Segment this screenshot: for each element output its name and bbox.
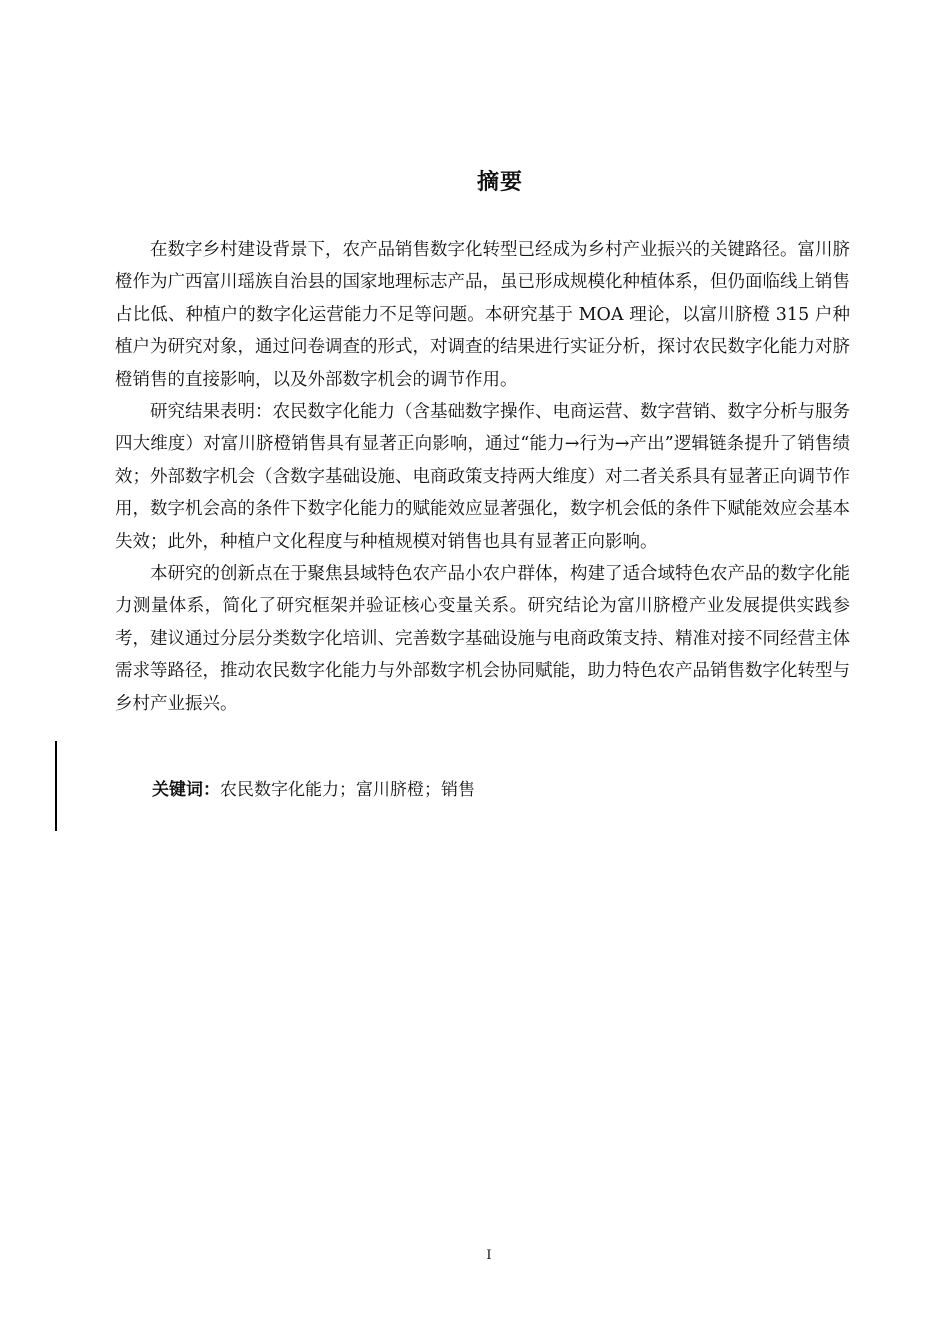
keywords-line [152,775,475,800]
abstract-paragraph-3: 本研究的创新点在于聚焦县域特色农产品小农户群体，构建了适合域特色农产品的数字化能力测量体系，简化了研究框架并验证核心变量关系。研究结论为富川脐橙产业发展提供实践参考，建议通过分层分类数字化培训、完善数字基础设施与电商政策支持、精准对接不同经营主体需求等路径，推动农民数字化能力与外部数字机会协同赋能，助力特色农产品销售数字化转型与乡村产业振兴。 [115,564,850,714]
text-cursor-bar [55,741,57,831]
abstract-paragraph-2: 研究结果表明：农民数字化能力（含基础数字操作、电商运营、数字营销、数字分析与服务四大维度）对富川脐橙销售具有显著正向影响，通过“能力→行为→产出”逻辑链条提升了销售绩效；外部数字机会（含数字基础设施、电商政策支持两大维度）对二者关系具有显著正向调节作用，数字机会高的条件下数字化能力的赋能效应显著强化，数字机会低的条件下赋能效应会基本失效；此外，种植户文化程度与种植规模对销售也具有显著正向影响。 [115,402,850,552]
keywords-value: 农民数字化能力；富川脐橙；销售 [220,780,475,800]
page-number: I [486,1248,492,1263]
keywords-label: 关键词： [152,780,220,800]
abstract-title: 摘要 [476,170,523,195]
abstract-paragraph-1: 在数字乡村建设背景下，农产品销售数字化转型已经成为乡村产业振兴的关键路径。富川脐橙作为广西富川瑶族自治县的国家地理标志产品，虽已形成规模化种植体系，但仍面临线上销售占比低、种植户的数字化运营能力不足等问题。本研究基于 MOA 理论，以富川脐橙 315 户种植户为研究对象，通过问卷调查的形式，对调查的结果进行实证分析，探讨农民数字化能力对脐橙销售的直接影响，以及外部数字机会的调节作用。 [115,240,850,390]
abstract-body [115,234,850,720]
